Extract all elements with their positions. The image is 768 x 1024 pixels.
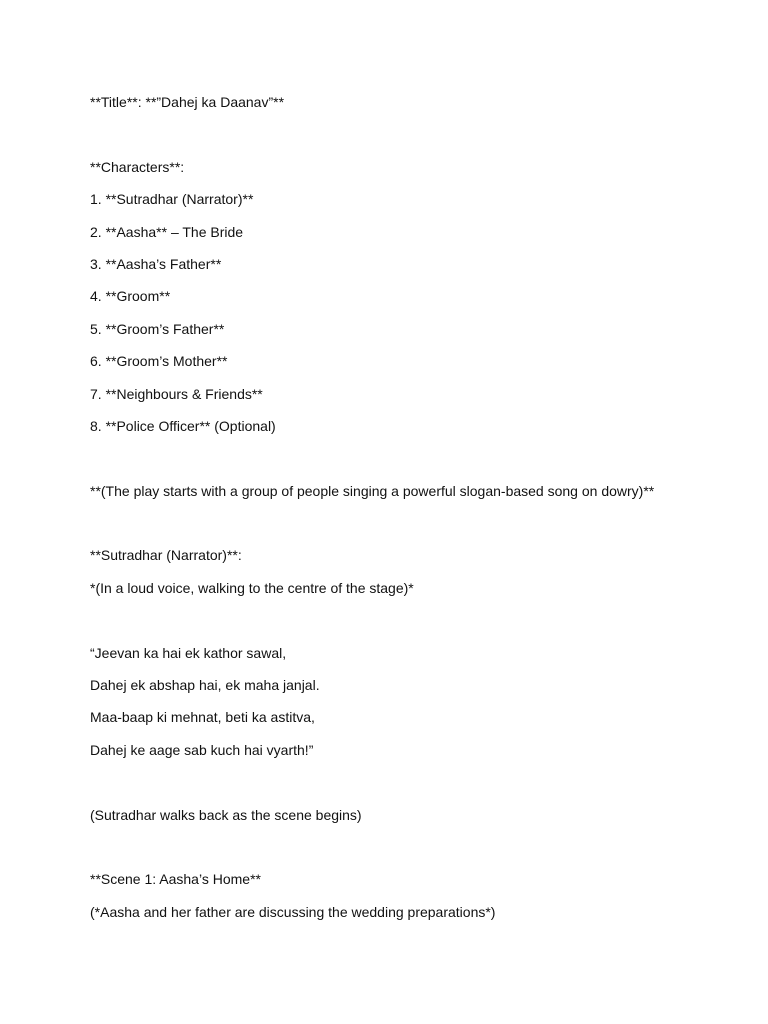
title-line: **Title**: **”Dahej ka Daanav”** — [90, 94, 285, 110]
verse-line-4: Dahej ke aage sab kuch hai vyarth!” — [90, 741, 314, 758]
character-item-2: 2. **Aasha** – The Bride — [90, 223, 244, 240]
blank-line — [90, 611, 730, 643]
verse-line-3: Maa-baap ki mehnat, beti ka astitva, — [90, 709, 315, 726]
blank-line — [90, 514, 730, 546]
scene-transition-direction: (Sutradhar walks back as the scene begins) — [90, 806, 362, 823]
characters-heading: **Characters**: — [90, 158, 185, 175]
character-item-1: 1. **Sutradhar (Narrator)** — [90, 191, 254, 208]
scene1-stage-direction: (*Aasha and her father are discussing the wedding preparations*) — [90, 903, 496, 920]
scene1-heading: **Scene 1: Aasha’s Home** — [90, 871, 261, 888]
narrator-heading: **Sutradhar (Narrator)**: — [90, 547, 242, 564]
character-item-6: 6. **Groom’s Mother** — [90, 353, 228, 370]
character-item-5: 5. **Groom’s Father** — [90, 320, 225, 337]
character-item-4: 4. **Groom** — [90, 288, 171, 305]
character-item-3: 3. **Aasha’s Father** — [90, 255, 222, 272]
blank-line — [90, 125, 730, 157]
opening-stage-direction: **(The play starts with a group of people singing a powerful slogan-based song on dowry)** — [90, 482, 655, 499]
blank-line — [90, 773, 730, 805]
character-item-7: 7. **Neighbours & Friends** — [90, 385, 263, 402]
verse-line-1: “Jeevan ka hai ek kathor sawal, — [90, 644, 287, 661]
script-body — [90, 93, 730, 935]
character-item-8: 8. **Police Officer** (Optional) — [90, 417, 276, 434]
blank-line — [90, 838, 730, 870]
verse-line-2: Dahej ek abshap hai, ek maha janjal. — [90, 677, 320, 694]
narrator-stage-direction: *(In a loud voice, walking to the centre of the stage)* — [90, 579, 414, 596]
blank-line — [90, 449, 730, 481]
